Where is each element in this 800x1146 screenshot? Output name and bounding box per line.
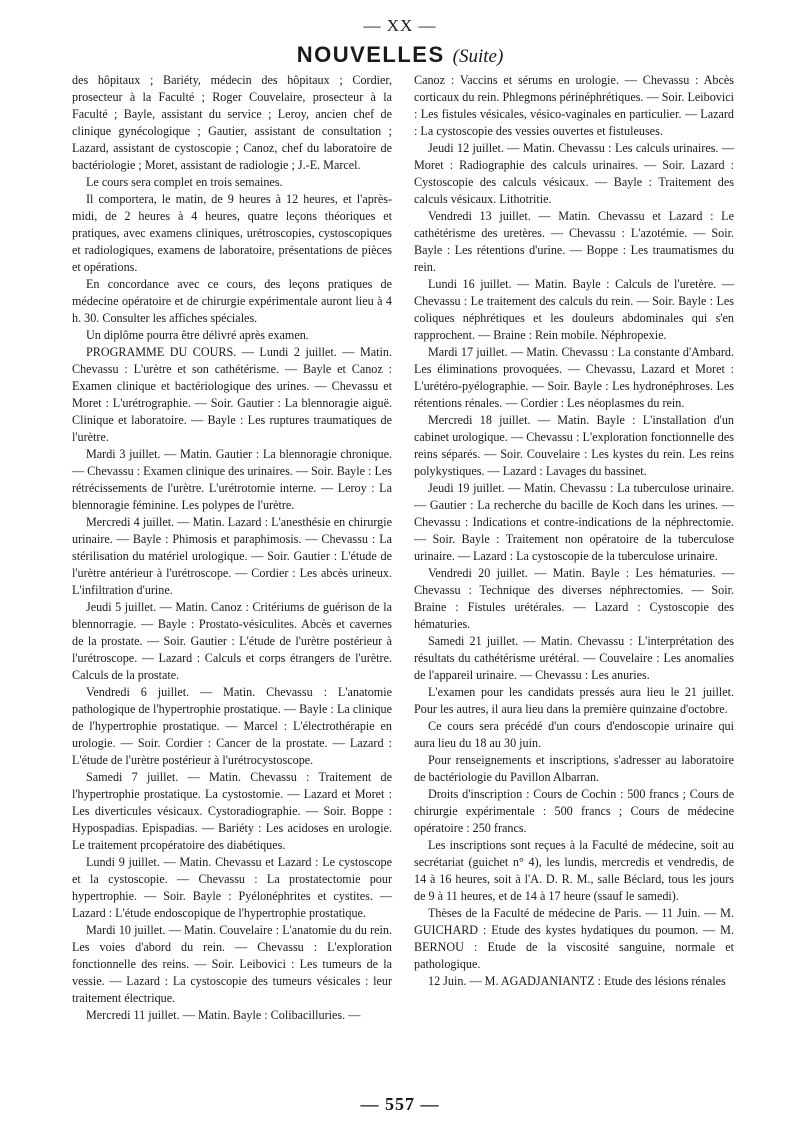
paragraph: Un diplôme pourra être délivré après examen. <box>86 328 309 342</box>
left-column <box>72 72 392 1024</box>
paragraph: Canoz : Vaccins et sérums en urologie. — Chevassu : Abcès corticaux du rein. Phlegmons périnéphrétiques. — Soir. Leibovici : Les fistules vésicales, vésico-vaginales en particulier. — Lazard : La cystoscopie des vessies ouvertes et fistuleuses. <box>414 73 734 138</box>
right-column <box>414 72 734 990</box>
paragraph: Samedi 21 juillet. — Matin. Chevassu : L'interprétation des résultats du cathétérisme urétéral. — Couvelaire : Les anomalies de l'appareil urinaire. — Chevassu : Les anuries. <box>414 634 734 682</box>
paragraph: Lundi 9 juillet. — Matin. Chevassu et Lazard : Le cystoscope et la cystoscopie. — Chevassu : La prostatectomie pour hypertrophie. — Soir. Bayle : Pyélonéphrites et cystites. — Lazard : L'étude endoscopique de l'hypertrophie prostatique. <box>72 855 392 920</box>
page-roman-numeral: — XX — <box>363 16 437 35</box>
paragraph: Ce cours sera précédé d'un cours d'endoscopie urinaire qui aura lieu du 18 au 30 juin. <box>414 719 734 750</box>
page-number: — 557 — <box>360 1094 440 1114</box>
paragraph: Samedi 7 juillet. — Matin. Chevassu : Traitement de l'hypertrophie prostatique. La cystostomie. — Lazard et Moret : Les diverticules vésicaux. Cystoradiographie. — Soir. Boppe : Hypospadias. Epispadias. — Bariéty : Les acidoses en urologie. Le traitement prcopératoire des diabétiques. <box>72 770 392 852</box>
section-subtitle: (Suite) <box>452 46 504 67</box>
paragraph: Mardi 10 juillet. — Matin. Couvelaire : L'anatomie du du rein. Les voies d'abord du rein. — Chevassu : L'exploration fonctionnelle des reins. — Soir. Leibovici : Les tumeurs de la vessie. — Lazard : La cystoscopie des tumeurs vésicales : leur traitement électrique. <box>72 923 392 1005</box>
paragraph: Le cours sera complet en trois semaines. <box>86 175 283 189</box>
paragraph: Mercredi 4 juillet. — Matin. Lazard : L'anesthésie en chirurgie urinaire. — Bayle : Phimosis et paraphimosis. — Chevassu : La stérilisation du matériel urologique. — Soir. Gautier : L'étude de l'urètre antérieur à l'urétroscope. — Cordier : Les abcès urineux. L'infiltration d'urine. <box>72 515 392 597</box>
paragraph: Il comportera, le matin, de 9 heures à 12 heures, et l'après-midi, de 2 heures à 4 heures, quatre leçons théoriques et pratiques, avec examens cliniques, urétroscopies, cystoscopiques et radiologiques, examens de laboratoire, présentations de pièces et opérations. <box>72 192 392 274</box>
paragraph: des hôpitaux ; Bariéty, médecin des hôpitaux ; Cordier, prosecteur à la Faculté ; Roger Couvelaire, prosecteur à la Faculté ; Bayle, assistant du service ; Leroy, ancien chef de clinique gynécologique ; Gautier, assistant de consultation ; Lazard, assistant de cystoscopie ; Canoz, chef du laboratoire de bactériologie ; Moret, assistant de radiologie ; J.-E. Marcel. <box>72 73 392 172</box>
paragraph: L'examen pour les candidats pressés aura lieu le 21 juillet. Pour les autres, il aura lieu dans la première quinzaine d'octobre. <box>414 685 734 716</box>
section-title: NOUVELLES <box>296 42 445 67</box>
paragraph: Jeudi 5 juillet. — Matin. Canoz : Critériums de guérison de la blennorragie. — Bayle : Prostato-vésiculites. Abcès et cavernes de la prostate. — Soir. Gautier : L'étude de l'urètre postérieur à l'urétroscope. — Lazard : Calculs et corps étrangers de l'urètre. Calculs de la prostate. <box>72 600 392 682</box>
paragraph: Mercredi 18 juillet. — Matin. Bayle : L'installation d'un cabinet urologique. — Chevassu : L'exploration fonctionnelle des reins séparés. — Soir. Couvelaire : Les kystes du rein. Les reins polykystiques. — Lazard : Lavages du bassinet. <box>414 413 734 478</box>
paragraph: Thèses de la Faculté de médecine de Paris. — 11 Juin. — M. GUICHARD : Etude des kystes hydatiques du poumon. — M. BERNOU : Etude de la viscosité sanguine, normale et pathologique. <box>414 906 734 971</box>
paragraph: Droits d'inscription : Cours de Cochin : 500 francs ; Cours de chirurgie expérimentale : 500 francs ; Cours de médecine opératoire : 250 francs. <box>414 787 734 835</box>
paragraph: Les inscriptions sont reçues à la Faculté de médecine, soit au secrétariat (guichet n° 4), les lundis, mercredis et vendredis, de 14 à 16 heures, soit à l'A. D. R. M., salle Béclard, tous les jours de 9 à 11 heures, et de 14 à 17 heure (ssauf le samedi). <box>414 838 734 903</box>
paragraph: Jeudi 12 juillet. — Matin. Chevassu : Les calculs urinaires. — Moret : Radiographie des calculs urinaires. — Soir. Lazard : Cystoscopie des calculs vésicaux. — Bayle : Traitement des calculs vésicaux. Lithotritie. <box>414 141 734 206</box>
paragraph: 12 Juin. — M. AGADJANIANTZ : Etude des lésions rénales <box>428 974 726 988</box>
paragraph: En concordance avec ce cours, des leçons pratiques de médecine opératoire et de chirurgie expérimentale auront lieu à 4 h. 30. Consulter les affiches spéciales. <box>72 277 392 325</box>
paragraph: Mardi 17 juillet. — Matin. Chevassu : La constante d'Ambard. Les éliminations provoquées. — Chevassu, Lazard et Moret : L'urétéro-pyélographie. — Soir. Bayle : Les hydronéphroses. Les rétentions rénales. — Cordier : Les néoplasmes du rein. <box>414 345 734 410</box>
paragraph: Mercredi 11 juillet. — Matin. Bayle : Colibacilluries. — <box>86 1008 361 1022</box>
paragraph: Vendredi 20 juillet. — Matin. Bayle : Les hématuries. — Chevassu : Technique des diverses néphrectomies. — Soir. Braine : Fistules urétérales. — Lazard : Cystoscopie des hématuries. <box>414 566 734 631</box>
paragraph: Lundi 16 juillet. — Matin. Bayle : Calculs de l'uretère. — Chevassu : Le traitement des calculs du rein. — Soir. Bayle : Les coliques néphrétiques et les douleurs abdominales qui s'en rapprochent. — Braine : Rein mobile. Néphropexie. <box>414 277 734 342</box>
paragraph: Vendredi 13 juillet. — Matin. Chevassu et Lazard : Le cathétérisme des uretères. — Chevassu : L'azotémie. — Soir. Bayle : Les rétentions d'urine. — Boppe : Les traumatismes du rein. <box>414 209 734 274</box>
paragraph: Jeudi 19 juillet. — Matin. Chevassu : La tuberculose urinaire. — Gautier : La recherche du bacille de Koch dans les urines. — Chevassu : Indications et contre-indications de la néphrectomie. — Soir. Bayle : Traitement non opératoire de la tuberculose urinaire. — Lazard : La cystoscopie de la tuberculose urinaire. <box>414 481 734 563</box>
section-heading <box>0 42 800 68</box>
paragraph: PROGRAMME DU COURS. — Lundi 2 juillet. — Matin. Chevassu : L'urètre et son cathétérisme. — Bayle et Canoz : Examen clinique et bactériologique des urines. — Chevassu et Moret : L'urétrographie. — Soir. Gautier : La blennoragie aiguë. Clinique et laboratoire. — Bayle : Les ruptures traumatiques de l'urètre. <box>72 345 392 444</box>
paragraph: Pour renseignements et inscriptions, s'adresser au laboratoire de bactériologie du Pavillon Albarran. <box>414 753 734 784</box>
paragraph: Mardi 3 juillet. — Matin. Gautier : La blennoragie chronique. — Chevassu : Examen clinique des urinaires. — Soir. Bayle : Les rétrécissements de l'urètre. L'urétrotomie interne. — Leroy : La blennoragie féminine. Les polypes de l'urètre. <box>72 447 392 512</box>
paragraph: Vendredi 6 juillet. — Matin. Chevassu : L'anatomie pathologique de l'hypertrophie prostatique. — Bayle : La clinique de l'hypertrophie prostatique. — Marcel : L'électrothérapie en urologie. — Soir. Cordier : Cancer de la prostate. — Lazard : L'étude de l'urètre postérieur à l'urétrocystoscope. <box>72 685 392 767</box>
